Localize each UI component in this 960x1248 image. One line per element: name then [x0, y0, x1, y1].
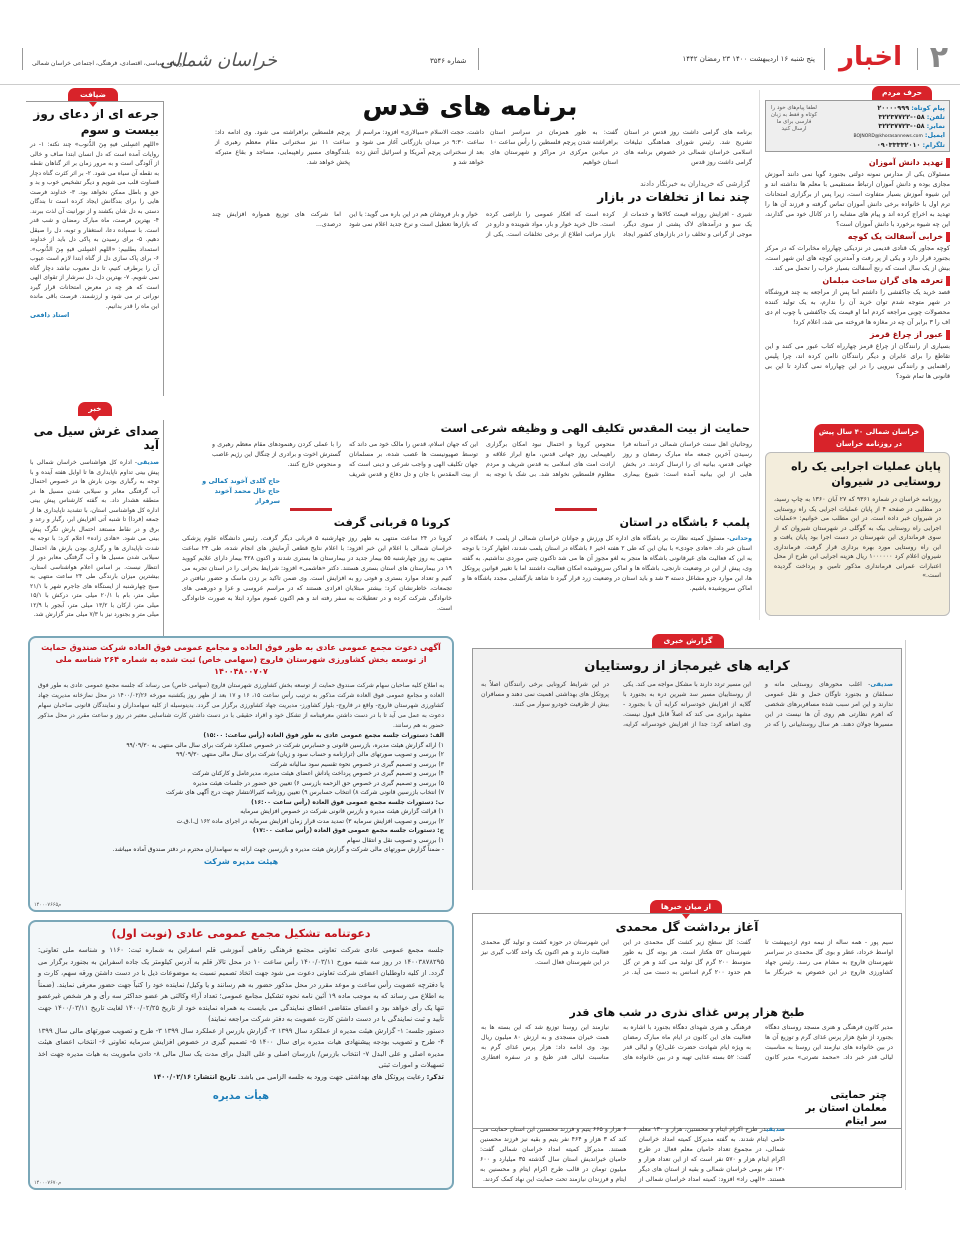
- market-title: چند نما از تخلفات در بازار: [597, 190, 750, 204]
- people-voice-tag: حرف مردم: [872, 86, 932, 100]
- rose-box-bottom: [472, 1128, 902, 1188]
- corona-title: کرونا ۵ قربانی گرفت: [333, 516, 450, 529]
- header-divider: [22, 48, 23, 70]
- contact-telegram: تلگرام: ۰۹۰۳۳۳۳۲۰۱۰: [876, 141, 945, 149]
- corona-body: کرونا در ۲۴ ساعت منتهی به ظهر روز چهارشنبه ۵ قربانی دیگر گرفت. رئیس دانشگاه علوم پزشکی خراسان شمالی با اعلام این خبر افزود: با اعلام نتایج قطعی آزمایش های انجام شده، طی ۲۴ ساعت منتهی به روز چهارشنبه ۵۵ بیمار جدید در بیمارستان ها بستری شدند و اکنون ۴۲۸ بیمار دارای علایم کووید ۱۹ در بیمارستان های استان بستری هستند. دکتر «هاشمی» افزود: شرایط بحرانی را در استان تجربه می کنیم و تعداد موارد بستری و فوتی رو به افزایش است. وی ضمن تاکید بر زدن ماسک و حضور نیافتن در تجمعات، خاطرنشان کرد: بیشتر مبتلایان افرادی هستند که در مراسم عروسی و عزا و دورهمی های خانوادگی شرکت کرده و در تعطیلات به سفر رفته اند و هم اکنون عموم موارد ابتلا به صورت خانوادگی است.: [182, 535, 452, 612]
- header-divider: [917, 48, 918, 70]
- ad1-section: الف: دستورات جلسه مجمع عمومی عادی به طور فوق العاده (رأس ساعت: ۱۵:۰۰) ۱) ارائه گزارش هیئت مدیره، بازرسین قانونی و حسابرس شرکت در خصوص عملکرد شرکت برای سال مالی منتهی به ۹۹/۰۹/۳۰ ۲) بررسی و تصویب صورتهای مالی (ترازنامه و حساب سود و زیان) شرکت برای سال مالی منتهی ۹۹/۰۹/۳۰ ۳) بررسی و تصمیم گیری در خصوص نحوه تقسیم سود سالیانه شرکت ۴) بررسی و تصمیم گیری در خصوص پرداخت پاداش اعضای هیئت مدیره، مدیرعامل و کارکنان شرکت ۵) بررسی و تصمیم گیری در خصوص حق الزحمه بازرسی ۶) تعیین حق حضور در جلسات هیئت مدیره ۷) انتخاب بازرسین قانونی شرکت ۸) انتخاب حسابرس ۹) تعیین روزنامه کثیرالانتشار جهت درج آگهی های شرکت ب: دستورات جلسه مجمع عمومی فوق العاده (رأس ساعت ۱۶:۰۰) ۱) قرائت گزارش هیئت مدیره و بازرس قانونی شرکت در خصوص افزایش سرمایه ۲) بررسی و تصویب افزایش سرمایه ۳) تمدید مدت قرار زمان افزایش سرمایه در اجرای ماده ۱۶۲ ل.ا.ق.ت ج: دستورات جلسه مجمع عمومی فوق العاده (رأس ساعت ۱۷:۰۰) ۱) بررسی و تصویب نقل و انتقال سهام - ضمناً گزارش صورتهای مالی شرکت و گزارش هیئت مدیره و بازرسین جهت ارائه به سهامداران محترم در دفتر صندوق آماده میباشد.: [112, 732, 444, 853]
- page-number: ۲: [929, 40, 948, 75]
- ad1-code: م۱۴۰۰۰۷۶۶۵: [34, 902, 62, 908]
- issue-number: شماره ۳۵۴۶: [430, 57, 467, 65]
- ad2-title: دعوتنامه تشکیل مجمع عمومی عادی (نوبت اول): [111, 927, 371, 940]
- section-title: اخبار: [839, 42, 902, 72]
- item-body: بسیاری از رانندگان از چراغ قرمز چهارراه کتاب عبور می کنند و این تقاطع را برای عابران و دیگر رانندگان ناامن کرده اند، چرا پلیس راهنمایی و رانندگی نیرویی را در این چهارراه نمی گذارد تا این بی قانونی ها تمام شود؟: [765, 343, 950, 380]
- divider: [555, 508, 597, 511]
- item-title: تعرفه های گران ساخت مبلمان: [765, 276, 950, 286]
- gyms-title: پلمب ۶ باشگاه در استان: [619, 516, 750, 529]
- item-title: عبور از چراغ قرمز: [765, 330, 950, 340]
- hospitality-tag: ضیافت: [68, 88, 118, 102]
- ad2-body: جلسه مجمع عمومی عادی شرکت تعاونی مجتمع فرهنگی رفاهی آموزشی قلم اسفراین به شماره ثبت: ۱۱۶۰ و شناسه ملی تعاونی: ۱۴۰۰۳۸۷۸۲۹۵ در روز سه شنبه مورخ ۱۴۰۰/۰۳/۱۱ رأس ساعت ۱۰ در محل تالار قلم به آدرس کیلومتر یک جاده اسفراین به بجنورد برگزار می گردد. از کلیه داوطلبان اعضای شرکت تعاونی دعوت می شود جهت اتخاذ تصمیم نسبت به موضوعات ذیل با در دست داشتن ورقه سهم، کارت و یا دفترچه عضویت رأس ساعت و موعد مقرر در محل مذکور حضور به هم رسانند و یا وکیل/ نماینده خود را کتباً جهت حضور معرفی نمایند. (ضمناً به اطلاع می رساند که به موجب ماده ۱۹ آئین نامه نحوه تشکیل مجامع عمومی؛ تعداد آراء وکالتی هر عضو حداکثر سه رأی و هر شخص غیرعضو تنها یک رأی خواهد بود و اعضای متقاضی اعطای نمایندگی می بایست به همراه نماینده خود از تاریخ ۱۴۰۰/۰۲/۲۵ لغایت تاریخ ۱۴۰۰/۰۳/۱۱ جهت تأیید و ثبت نمایندگی با در دست داشتن کارت عضویت به دفتر شرکت مراجعه نمایند): [38, 946, 445, 1023]
- people-voice-items: [765, 156, 950, 382]
- contact-email[interactable]: ایمیل: BOJNORD@khorasannews.com: [853, 131, 945, 139]
- header-rule: [0, 84, 960, 85]
- headline-col: گفت: به طور همزمان در سراسر استان برافراشته شدن پرچم فلسطین را رأس ساعت ۱۰ در میادین مرکزی در مراکز و شهرستان های استان خواهیم: [490, 129, 618, 166]
- contact-note: لطفا پیام‌های خود را کوتاه و فقط به زبان فارسی برای ما ارسال کنید: [770, 105, 818, 132]
- ad2-signature: هیأت مدیره: [212, 1091, 270, 1102]
- fares-box: [472, 648, 902, 890]
- quds-signature: حاج گلدی آخوند کمالی و حاج خال محمد آخوند سرفراز: [202, 477, 280, 505]
- ad2-agenda: دستور جلسه: ۱- گزارش هیئت مدیره از عملکرد سال ۱۳۹۹ ۲- گزارش بازرس از عملکرد سال ۱۳۹۹ ۳- طرح و تصویب صورتهای مالی سال ۱۳۹۹ ۴- طرح و تصویب بودجه پیشنهادی هیات مدیره برای سال ۱۴۰۰ ۵- تصمیم گیری در خصوص افزایش سرمایه تعاونی ۶- انتخاب اعضای هیئت مدیره اصلی و علی البدل ۷- انتخاب بازرس/ بازرسان اصلی و علی البدل برای مدت یک سال مالی ۸- دادن ماموریت به هیات مدیره جهت اخذ تسهیلات و امورات ثبتی: [38, 1026, 445, 1069]
- item-body: مسئولان یکی از مدارس نمونه دولتی بجنورد گویا نمی دانند آموزش مجازی بوده و دانش آموزان ارتباط مستقیمی با معلم ها نداشته اند و این شیوه آموزش بسیار متفاوت است، زیرا پس از برگزاری امتحانات ترم اول با خانواده برخی دانش آموزان تماس گرفته و فرزند آن ها را تهدید به اخراج کرده اند و پیام های مشابه را در کانال خود می گذارند، این چه شیوه برخورد با دانش آموزان است؟: [765, 171, 950, 228]
- ad1-signature: هیئت مدیره شرکت: [203, 856, 279, 866]
- flood-box: [26, 420, 164, 650]
- contact-fax: نمابر: ۰۵۸-۳۲۲۳۷۷۲۳: [878, 122, 945, 130]
- fares-title: کرایه های غیرمجاز از روستاییان: [584, 659, 790, 674]
- contact-sms: پیام کوتاه: ۲۰۰۰۰۹۹۹: [877, 104, 945, 112]
- issue-date: پنج شنبه ۱۶ اردیبهشت ۱۴۰۰ ۲۳ رمضان ۱۴۴۲: [682, 55, 815, 63]
- ad-general-assembly: [28, 636, 454, 912]
- quds-body: روحانیان اهل سنت خراسان شمالی در آستانه فرا رسیدن آخرین جمعه ماه مبارک رمضان و روز جهانی قدس، بیانیه ای را ارسال کردند. در بخش هایی از این بیانیه آمده است: شیوع بیماری منحوس کرونا و احتمال نبود امکان برگزاری راهپیمایی روز جهانی قدس، مانع ابراز علاقه و ارادت امت های اسلامی به قدس شریف و مردم مظلوم فلسطین نخواهد شد. بی شک با توجه به این که جهان اسلام، قدس را مالک خود می داند که توسط صهیونیست ها غصب شده، بر مسلمانان جهان تکلیف الهی و واجب شرعی و دینی است که از بیت المقدس با جان و دل دفاع و قدس شریف را با عملی کردن رهنمودهای مقام معظم رهبری و گسترش اخوت و برادری از چنگال این رژیم غاصب و منحوس خارج کنند.: [212, 441, 752, 478]
- forty-years-box: [765, 452, 950, 616]
- flood-body: صدیقی- اداره کل هواشناسی خراسان شمالی با پیش بینی تداوم ناپایداری ها تا اوایل هفته آینده و با توجه به رگباری بودن بارش ها در خصوص احتمال آب گرفتگی معابر و سیلابی شدن مسیل ها در منطقه هشدار داد. به گفته کارشناس پیش بینی اداره کل هواشناسی استان، با تشدید ناپایداری ها از جمعه (فردا) تا شنبه آتی افزایش ابر، رگبار و رعد و برق و در نقاط مستعد احتمال بارش تگرگ پیش بینی می شود. «هادی زاده» اعلام کرد: با توجه به شدت ناپایداری ها و رگباری بودن بارش ها، احتمال سیلابی شدن مسیل ها و آب گرفتگی معابر دور از انتظار نیست. بر اساس اعلام هواشناسی استان، بیشترین میزان بارندگی طی ۲۴ ساعت منتهی به صبح چهارشنبه از ایستگاه های جاجرم شهر با ۲۱/۱ میلی متر، بام با ۲۰/۱ میلی متر، درکش با ۱۵/۱ میلی متر، ارکان با ۱۳/۲ میلی متر، آبجور با ۱۲/۹ میلی متر و بجنورد نیز با ۷/۳ میلی متر گزارش شد.: [30, 459, 159, 618]
- rose-tag: از میان خبرها: [650, 900, 722, 914]
- flood-title: صدای غرش سیل می آید: [33, 424, 159, 452]
- contact-phone: تلفن: ۰۵۸-۳۲۲۳۷۷۲۲: [878, 113, 945, 121]
- headline-col: پرچم فلسطین برافراشته می شود. وی ادامه داد: ساعت ۱۱ نیز سخنرانی مقام معظم رهبری از بلندگوهای مسیر راهپیمایی، مساجد و بقاع متبرکه پخش خواهد شد.: [215, 129, 350, 166]
- column-rule: [759, 90, 760, 620]
- hospitality-box: [26, 101, 164, 396]
- headline-col: برنامه های گرامی داشت روز قدس در استان تشریح شد. رئیس شورای هماهنگی تبلیغات اسلامی خراسان شمالی در خصوص برنامه های گرامی داشت روز قدس: [624, 129, 752, 166]
- item-title: خرابی آسفالت یک کوچه: [765, 232, 950, 242]
- iftar-title: طبخ هزار پرس غذای نذری در شب های قدر: [569, 1006, 805, 1019]
- fares-tag: گزارش خبری: [652, 634, 724, 648]
- rose-title: آغاز برداشت گل محمدی: [615, 920, 759, 934]
- headline-col: داشت. حجت الاسلام «سیالاری» افزود: مراسم از ساعت ۹:۳۰ در میدان بازرگانی آغاز می شود و بعد از سخنرانی پرچم آمریکا و اسرائیل آتش زده خواهد شد و: [356, 129, 485, 166]
- market-kicker: گزارشی که خریداران به خبرنگار دادند: [640, 180, 750, 188]
- contact-box: [765, 100, 950, 152]
- flood-tag: خبر: [78, 402, 112, 416]
- orphans-body: صدیقیدر طرح اکرام ایتام و محسنین، هزار و ۱۳۰ معلم حامی ایتام شدند. به گفته مدیرکل کمیته امداد خراسان شمالی، در مجموع تعداد حامیان معلم فعال در طرح اکرام ایتام هزار و ۵۷۰ نفر است که از این تعداد هزار و ۱۳۰ نفر بومی خراسان شمالی و بقیه از استان های دیگر هستند. «الهی راد» افزود: کمیته امداد خراسان شمالی از ۶ هزار و ۶۶۵ یتیم و فرزند محسنین این استان حمایت می کند که ۳ هزار و ۴۶۴ نفر یتیم و بقیه نیز فرزند محسنین هستند. مدیرکل کمیته امداد خراسان شمالی گفت: حامیان خیراندیش استان سال گذشته ۳۵ میلیارد و ۶۰۰ میلیون تومان در قالب طرح اکرام ایتام و محسنین به ایتام و فرزندان نیازمند تحت حمایت این نهاد کمک کردند.: [480, 1126, 785, 1183]
- item-title: تهدید دانش آموزان: [765, 158, 950, 168]
- iftar-body: مدیر کانون فرهنگی و هنری مسجد روستای دهگاه بجنورد از طبخ هزار پرس غذای گرم و توزیع آن ها در بین خانواده های نیازمند این روستا به مناسبت لیالی قدر خبر داد. «محمد نصرتی» مدیر کانون فرهنگی و هنری شهدای دهگاه بجنورد با اشاره به فعالیت های این کانون در ایام ماه مبارک رمضان به ویژه ایام شهادت حضرت علی(ع) و لیالی قدر گفت: ۵۲ بسته غذایی تهیه و در بین خانواده های نیازمند این روستا توزیع شد که این بسته ها به همت خیران مسجدی و به ارزش ۸۰ میلیون ریال بود. وی ادامه داد: هزار پرس غذای گرم به مناسبت لیالی قدر طبخ و در سفره افطاری: [481, 1024, 893, 1061]
- item-body: قصد خرید یک جاکفشی را داشتم اما پس از مراجعه به چند فروشگاه در شهر متوجه شدم توان خرید آن را ندارم، به یک تولید کننده محصولات چوبی مراجعه کردم اما او قیمت یک جاکفشی با چوب ام دی اف را ۳ برابر آن چه در مغازه ها فروخته می شد، اعلام کرد!: [765, 289, 950, 326]
- contact-list: [820, 104, 945, 150]
- ad2-code: م۱۴۰۰۰۷۶۷۰: [34, 1180, 62, 1186]
- ad2-note: تذکر: رعایت پروتکل های بهداشتی جهت ورود به جلسه الزامی می باشد. تاریخ انتشار: ۱۴۰۰/۰۲/۱۶: [153, 1072, 444, 1081]
- hospitality-body: «اللهم اغسِلنی فیهِ مِنَ الذُّنوب» چند نکته: ۱- در روایات آمده است که دل انسان ابتدا صاف و خالی از آلودگی است و به مرور زمان بر اثر گناهان نقطه به نقطه آن سیاه می شود. ۲- بر اثر کثرت گناه دچار قساوت قلب می شویم و دیگر تشخیص خوب و بد و حق و باطل ممکن نخواهد بود. ۳- خداوند فرصت هایی را برای بندگانش ایجاد کرده است تا بندگان دستی به دل شان بکشند و از نورانیت آن لذت ببرند. ۴- بهترین فرصت، ماه مبارک رمضان و شب قدر است. با سمپاده دعا، استغفار و توبه، دل را صیقل دهیم. ۵- برای رسیدن به پاکی دل باید از خداوند استمداد بطلبیم: «اللهم اغسِلنی فیهِ مِنَ الذُّنوب». ۶- برای پاک سازی دل از گناه ابتدا لازم است عیوب آن را برطرف کنیم، تا دل معیوب نباشد دچار گناه نمی شویم. ۷- بهترین دل، دل سرشار از تقوای الهی است که هر چه در معرض امتحانات قرار گیرد نورانی تر می شود و ارزشمند. فرصت باقی مانده این ماه را قدر بدانیم.: [30, 141, 160, 310]
- main-headline: برنامه های قدس: [362, 92, 578, 122]
- paper-logo: خراسان شمالی: [160, 50, 278, 71]
- ad1-title: آگهی دعوت مجمع عمومی عادی به طور فوق العاده و مجامع عمومی فوق العاده شرکت صندوق حمایت از توسعه بخش کشاورزی شهرستان فاروج (سهامی خاص) ثبت شده به شماره ۲۶۴ شناسه ملی ۱۴۰۰۴۸۰۰۷۰۷: [41, 643, 441, 676]
- header-divider: [824, 48, 825, 70]
- orphans-title: چتر حمایتی معلمان استان بر سر ایتام: [805, 1090, 887, 1127]
- item-body: کوچه مجاور یک قنادی قدیمی در نزدیکی چهارراه مخابرات که در مرکز بجنورد قرار دارد و یکی از پر رفت و آمدترین کوچه های این شهر است، بیش از یک سال است که رنج آسفالت بسیار خراب را تحمل می کند.: [765, 245, 950, 272]
- market-body: شیری - افزایش روزانه قیمت کالاها و خدمات از یک سو و درآمدهای لاک پشتی از سوی دیگر، موجی از گرانی و تخلف را در بازارهای کشور ایجاد کرده است که افکار عمومی را ناراضی کرده است. حال خرید خوار و بار، مواد شوینده و دارو در بازار مراتب اطلاع از برخی تخلفات است. یکی از خوار و بار فروشان هم در این باره می گوید: با این که بازارها تعطیل است و نرخ جدید اعلام نمی شود اما شرکت های توزیع همواره افزایش چند درصدی...: [212, 211, 752, 238]
- forty-years-title: پایان عملیات اجرایی یک راه روستایی در شیروان: [791, 460, 941, 488]
- hospitality-title: جرعه ای از دعای روز بیست و سوم: [33, 107, 159, 137]
- forty-years-tag: خراسان شمالی ۴۰ سال پیش در روزنامه خراسان: [814, 424, 924, 452]
- gyms-body: وحدانی- مسئول کمیته نظارت بر باشگاه های اداره کل ورزش و جوانان خراسان شمالی از پلمب ۶ باشگاه در استان خبر داد. «هادی جودی» با بیان این که طی ۲ هفته اخیر ۶ باشگاه در استان پلمب شدند، اظهار کرد: با توجه به این که فعالیت های غیرقانونی باشگاه ها منجر به لغو مجوز آن ها می شد تاکنون چنین موردی نداشتیم. به گفته وی، پیش از این در وضعیت نارنجی، باشگاه ها و اماکن سرپوشیده امکان فعالیت داشتند اما با تغییر قوانین پروتکل ها، این موارد جزو مشاغل دسته ۳ شد و باید استان در وضعیت زرد قرار گیرد تا شاهد بازگشایی مجدد باشگاه ها و اماکن سرپوشیده باشیم.: [462, 535, 752, 592]
- rose-box: [472, 913, 902, 1129]
- paper-tagline: روزنامه سیاسی، اقتصادی، فرهنگی، اجتماعی خراسان شمالی: [32, 60, 185, 67]
- column-rule: [905, 640, 906, 1190]
- fares-body: صدیقی- اغلب محورهای روستایی مانه و سملقان و بجنورد ناوگان حمل و نقل عمومی ندارند و این امر سبب شده مسافربرهای شخصی که اهرم نظارتی هم روی آن ها نیست در این مسیرها جولان دهند. هر سال روستاییانی را که در این مسیر تردد دارند با مشکل مواجه می کند. یکی از روستاییان مسیر سد شیرین دره به بجنورد با گلایه از افزایش خودسرانه کرایه آن با بجنورد - مشهد برابری می کند که اصلاً قابل قبول نیست. وی اضافه کرد: جدا از افزایش خودسرانه کرایه، در این شرایط کرونایی برخی رانندگان اصلاً به پروتکل های بهداشتی اهمیت نمی دهند و مسافران بیش از ظرفیت خودرو سوار می کنند.: [481, 681, 893, 728]
- header-divider: [478, 48, 479, 70]
- ad1-intro: به اطلاع کلیه صاحبان سهام شرکت صندوق حمایت از توسعه بخش کشاورزی شهرستان فاروج (سهامی خاص) می رساند که جلسه مجمع عمومی عادی به طور فوق العاده و مجامع عمومی فوق العاده شرکت مذکور به ترتیب رأس ساعت ۱۵، ۱۶ و ۱۷ بعد از ظهر روز یکشنبه مورخه ۱۴۰۰/۰۲/۲۶ در محل نمازخانه مدیریت جهاد کشاورزی شهرستان فاروج- واقع در فاروج- بلوار کشاورز- مدیریت جهاد کشاورزی برگزار می گردد. بدینوسیله از کلیه سهامداران و نمایندگان قانونی صاحبان سهام دعوت به عمل می آید تا با در دست داشتن معرفینامه از تشکل خود و افراد حقیقی با در دست داشتن کارت شناسایی معتبر در روز و ساعت مقرر در محل مذکور حضور به هم رسانند.: [38, 682, 445, 729]
- divider: [290, 508, 332, 511]
- quds-title: حمایت از بیت المقدس تکلیف الهی و وظیفه شرعی است: [440, 422, 750, 435]
- forty-years-body: روزنامه خراسان در شماره ۹۳۶۱ که ۲۷ آبان ۱۳۶۰ به چاپ رسید، در مطلبی در صفحه ۴ از پایان عملیات اجرایی یک راه روستایی در شیروان خبر داده است. در این مطلب می خوانیم: «عملیات اجرایی راه روستایی بیک به گوگلی در شهرستان شیروان که از سوی فرمانداری این شهرستان در دست اجرا بود پایان یافت و این راه روستایی مورد بهره برداری قرار گرفت. فرمانداری شیروان اعلام کرد ۱۰۰۰۰۰۰ ریال هزینه اجرایی این طرح از محل اعتبارات عمرانی فرمانداری مذکور تامین و پرداخت گردیده است.»: [774, 496, 942, 579]
- rose-body: سیم پور - همه ساله از نیمه دوم اردیبهشت تا اواسط خرداد، عطر و بوی گل محمدی در سراسر شهرستان فاروج به مشام می رسد. رئیس جهاد کشاورزی فاروج در این خصوص به خبرنگار ما گفت: کل سطح زیر کشت گل محمدی در این شهرستان ۵۲ هکتار است. هر بوته گل به طور متوسط ۲۰۰ گرم گل تولید می کند و هر تن گل هم حدود ۲۰۰ گرم اسانس به دست می آید. در این شهرستان در حوزه کشت و تولید گل محمدی فعالیت دارند و هم اکنون یک واحد گلاب گیری نیز در این شهرستان فعال است.: [481, 939, 893, 976]
- hospitality-author: استاد دافعی: [30, 311, 70, 319]
- ad-cooperative-assembly: [28, 920, 454, 1190]
